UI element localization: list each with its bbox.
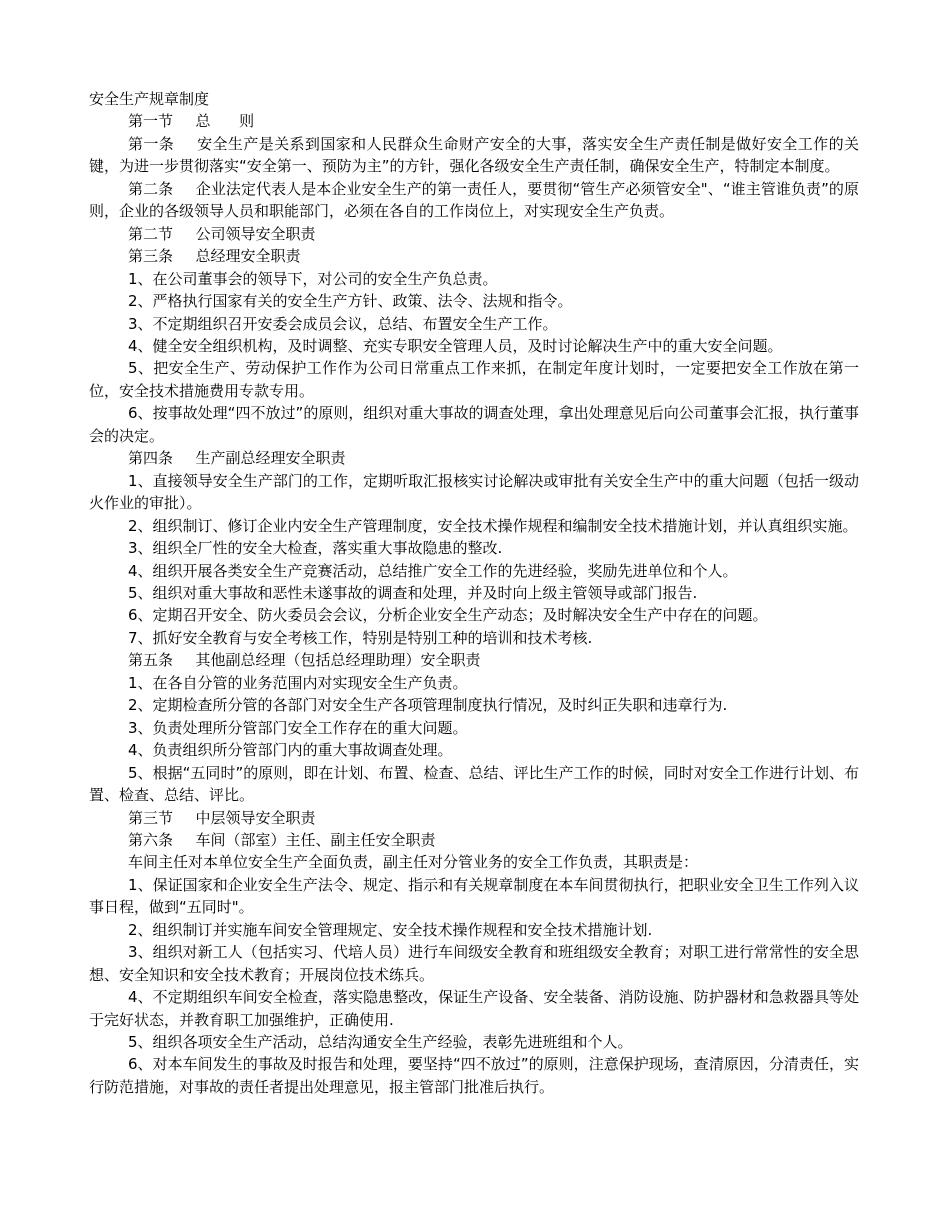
section-label: 第一节 <box>128 112 174 131</box>
article-paragraph <box>89 829 859 851</box>
document-page <box>89 88 859 1098</box>
list-item <box>89 537 859 559</box>
document-title: 安全生产规章制度 <box>89 90 210 108</box>
section-heading <box>89 110 859 132</box>
article-label: 第六条 <box>128 830 174 849</box>
list-item <box>89 402 859 447</box>
item-text: 1、在各自分管的业务范围内对实现安全生产负责。 <box>128 673 468 692</box>
item-text: 3、组织全厂性的安全大检查，落实重大事故隐患的整改. <box>128 539 503 558</box>
article-text: 企业法定代表人是本企业安全生产的第一责任人，要贯彻“管生产必须管安全"、“谁主管谁负责”的原则，企业的各级领导人员和职能部门，必须在各自的工作岗位上，对实现安全生产负责。 <box>89 179 859 221</box>
item-text: 4、不定期组织车间安全检查，落实隐患整改，保证生产设备、安全装备、消防设施、防护器材和急救器具等处于完好状态，并教育职工加强维护，正确使用. <box>89 988 859 1029</box>
item-text: 3、负责处理所分管部门安全工作存在的重大问题。 <box>128 718 468 737</box>
list-item <box>89 762 859 807</box>
article-label: 第一条 <box>128 134 175 153</box>
document-body <box>89 110 859 1098</box>
article-paragraph <box>89 178 859 223</box>
section-heading <box>89 807 859 829</box>
article-text: 安全生产是关系到国家和人民群众生命财产安全的大事，落实安全生产责任制是做好安全工作的关键，为进一步贯彻落实“安全第一、预防为主”的方针，强化各级安全生产责任制，确保安全生产，特制定本制度。 <box>89 134 859 176</box>
item-text: 4、组织开展各类安全生产竞赛活动，总结推广安全工作的先进经验，奖励先进单位和个人。 <box>128 561 738 580</box>
list-item <box>89 717 859 739</box>
list-item <box>89 313 859 335</box>
list-item <box>89 672 859 694</box>
list-item <box>89 335 859 357</box>
article-label: 第四条 <box>128 449 174 468</box>
item-text: 1、保证国家和企业安全生产法令、规定、指示和有关规章制度在本车间贯彻执行，把职业安全卫生工作列入议事日程，做到“五同时"。 <box>89 875 859 917</box>
list-item <box>89 694 859 716</box>
list-item <box>89 874 859 919</box>
item-text: 5、把安全生产、劳动保护工作作为公司日常重点工作来抓，在制定年度计划时，一定要把安全工作放在第一位，安全技术措施费用专款专用。 <box>89 359 859 400</box>
item-text: 6、按事故处理“四不放过”的原则，组织对重大事故的调查处理，拿出处理意见后向公司董事会汇报，执行董事会的决定。 <box>89 404 859 445</box>
section-text: 公司领导安全职责 <box>195 224 316 243</box>
item-text: 2、组织制订并实施车间安全管理规定、安全技术操作规程和安全技术措施计划. <box>128 920 653 939</box>
list-item <box>89 739 859 761</box>
list-item <box>89 560 859 582</box>
item-text: 3、不定期组织召开安委会成员会议，总结、布置安全生产工作。 <box>128 314 558 333</box>
list-item <box>89 986 859 1031</box>
article-text: 生产副总经理安全职责 <box>195 449 346 468</box>
item-text: 2、组织制订、修订企业内安全生产管理制度，安全技术操作规程和编制安全技术措施计划，并认真组织实施。 <box>128 516 858 535</box>
item-text: 5、根据“五同时”的原则，即在计划、布置、检查、总结、评比生产工作的时候，同时对安全工作进行计划、布置、检查、总结、评比。 <box>89 763 859 805</box>
article-paragraph <box>89 649 859 671</box>
item-text: 6、定期召开安全、防火委员会会议，分析企业安全生产动态；及时解决安全生产中存在的问题。 <box>128 606 768 625</box>
list-item <box>89 515 859 537</box>
article-paragraph <box>89 447 859 469</box>
list-item <box>89 268 859 290</box>
item-text: 5、组织对重大事故和恶性未遂事故的调查和处理，并及时向上级主管领导或部门报告. <box>128 583 698 602</box>
list-item <box>89 470 859 515</box>
section-label: 第二节 <box>128 224 174 243</box>
article-label: 第五条 <box>128 651 174 670</box>
item-text: 5、组织各项安全生产活动，总结沟通安全生产经验，表彰先进班组和个人。 <box>128 1033 633 1052</box>
article-paragraph <box>89 245 859 267</box>
item-text: 4、健全安全组织机构，及时调整、充实专职安全管理人员，及时讨论解决生产中的重大安全问题。 <box>128 336 783 355</box>
item-text: 6、对本车间发生的事故及时报告和处理，要坚持“四不放过”的原则，注意保护现场，查清原因，分清责任，实行防范措施，对事故的责任者提出处理意见，报主管部门批准后执行。 <box>89 1055 859 1096</box>
item-text: 7、抓好安全教育与安全考核工作，特别是特别工种的培训和技术考核. <box>128 628 593 647</box>
article-paragraph <box>89 133 859 178</box>
item-text: 4、负责组织所分管部门内的重大事故调查处理。 <box>128 741 453 760</box>
section-heading <box>89 223 859 245</box>
article-text: 总经理安全职责 <box>195 247 301 266</box>
article-label: 第三条 <box>128 247 174 266</box>
list-item <box>89 604 859 626</box>
list-item <box>89 941 859 986</box>
article-text: 其他副总经理（包括总经理助理）安全职责 <box>195 651 481 670</box>
list-item <box>89 582 859 604</box>
list-item <box>89 1053 859 1098</box>
item-text: 1、在公司董事会的领导下，对公司的安全生产负总责。 <box>128 269 498 288</box>
item-text: 1、直接领导安全生产部门的工作，定期听取汇报核实讨论解决或审批有关安全生产中的重大问题（包括一级动火作业的审批）。 <box>89 471 859 513</box>
list-item <box>89 627 859 649</box>
list-item <box>89 1031 859 1053</box>
item-text: 2、严格执行国家有关的安全生产方针、政策、法令、法规和指令。 <box>128 292 573 311</box>
section-text: 中层领导安全职责 <box>195 808 316 827</box>
list-item <box>89 851 859 873</box>
section-label: 第三节 <box>128 808 174 827</box>
list-item <box>89 290 859 312</box>
list-item <box>89 919 859 941</box>
article-label: 第二条 <box>128 179 174 198</box>
item-text: 车间主任对本单位安全生产全面负责，副主任对分管业务的安全工作负责，其职责是： <box>128 853 699 872</box>
section-text: 总 则 <box>195 112 255 131</box>
list-item <box>89 357 859 402</box>
item-text: 2、定期检查所分管的各部门对安全生产各项管理制度执行情况，及时纠正失职和违章行为. <box>128 696 728 715</box>
item-text: 3、组织对新工人（包括实习、代培人员）进行车间级安全教育和班组级安全教育；对职工进行常常性的安全思想、安全知识和安全技术教育；开展岗位技术练兵。 <box>89 943 859 984</box>
article-text: 车间（部室）主任、副主任安全职责 <box>195 830 436 849</box>
